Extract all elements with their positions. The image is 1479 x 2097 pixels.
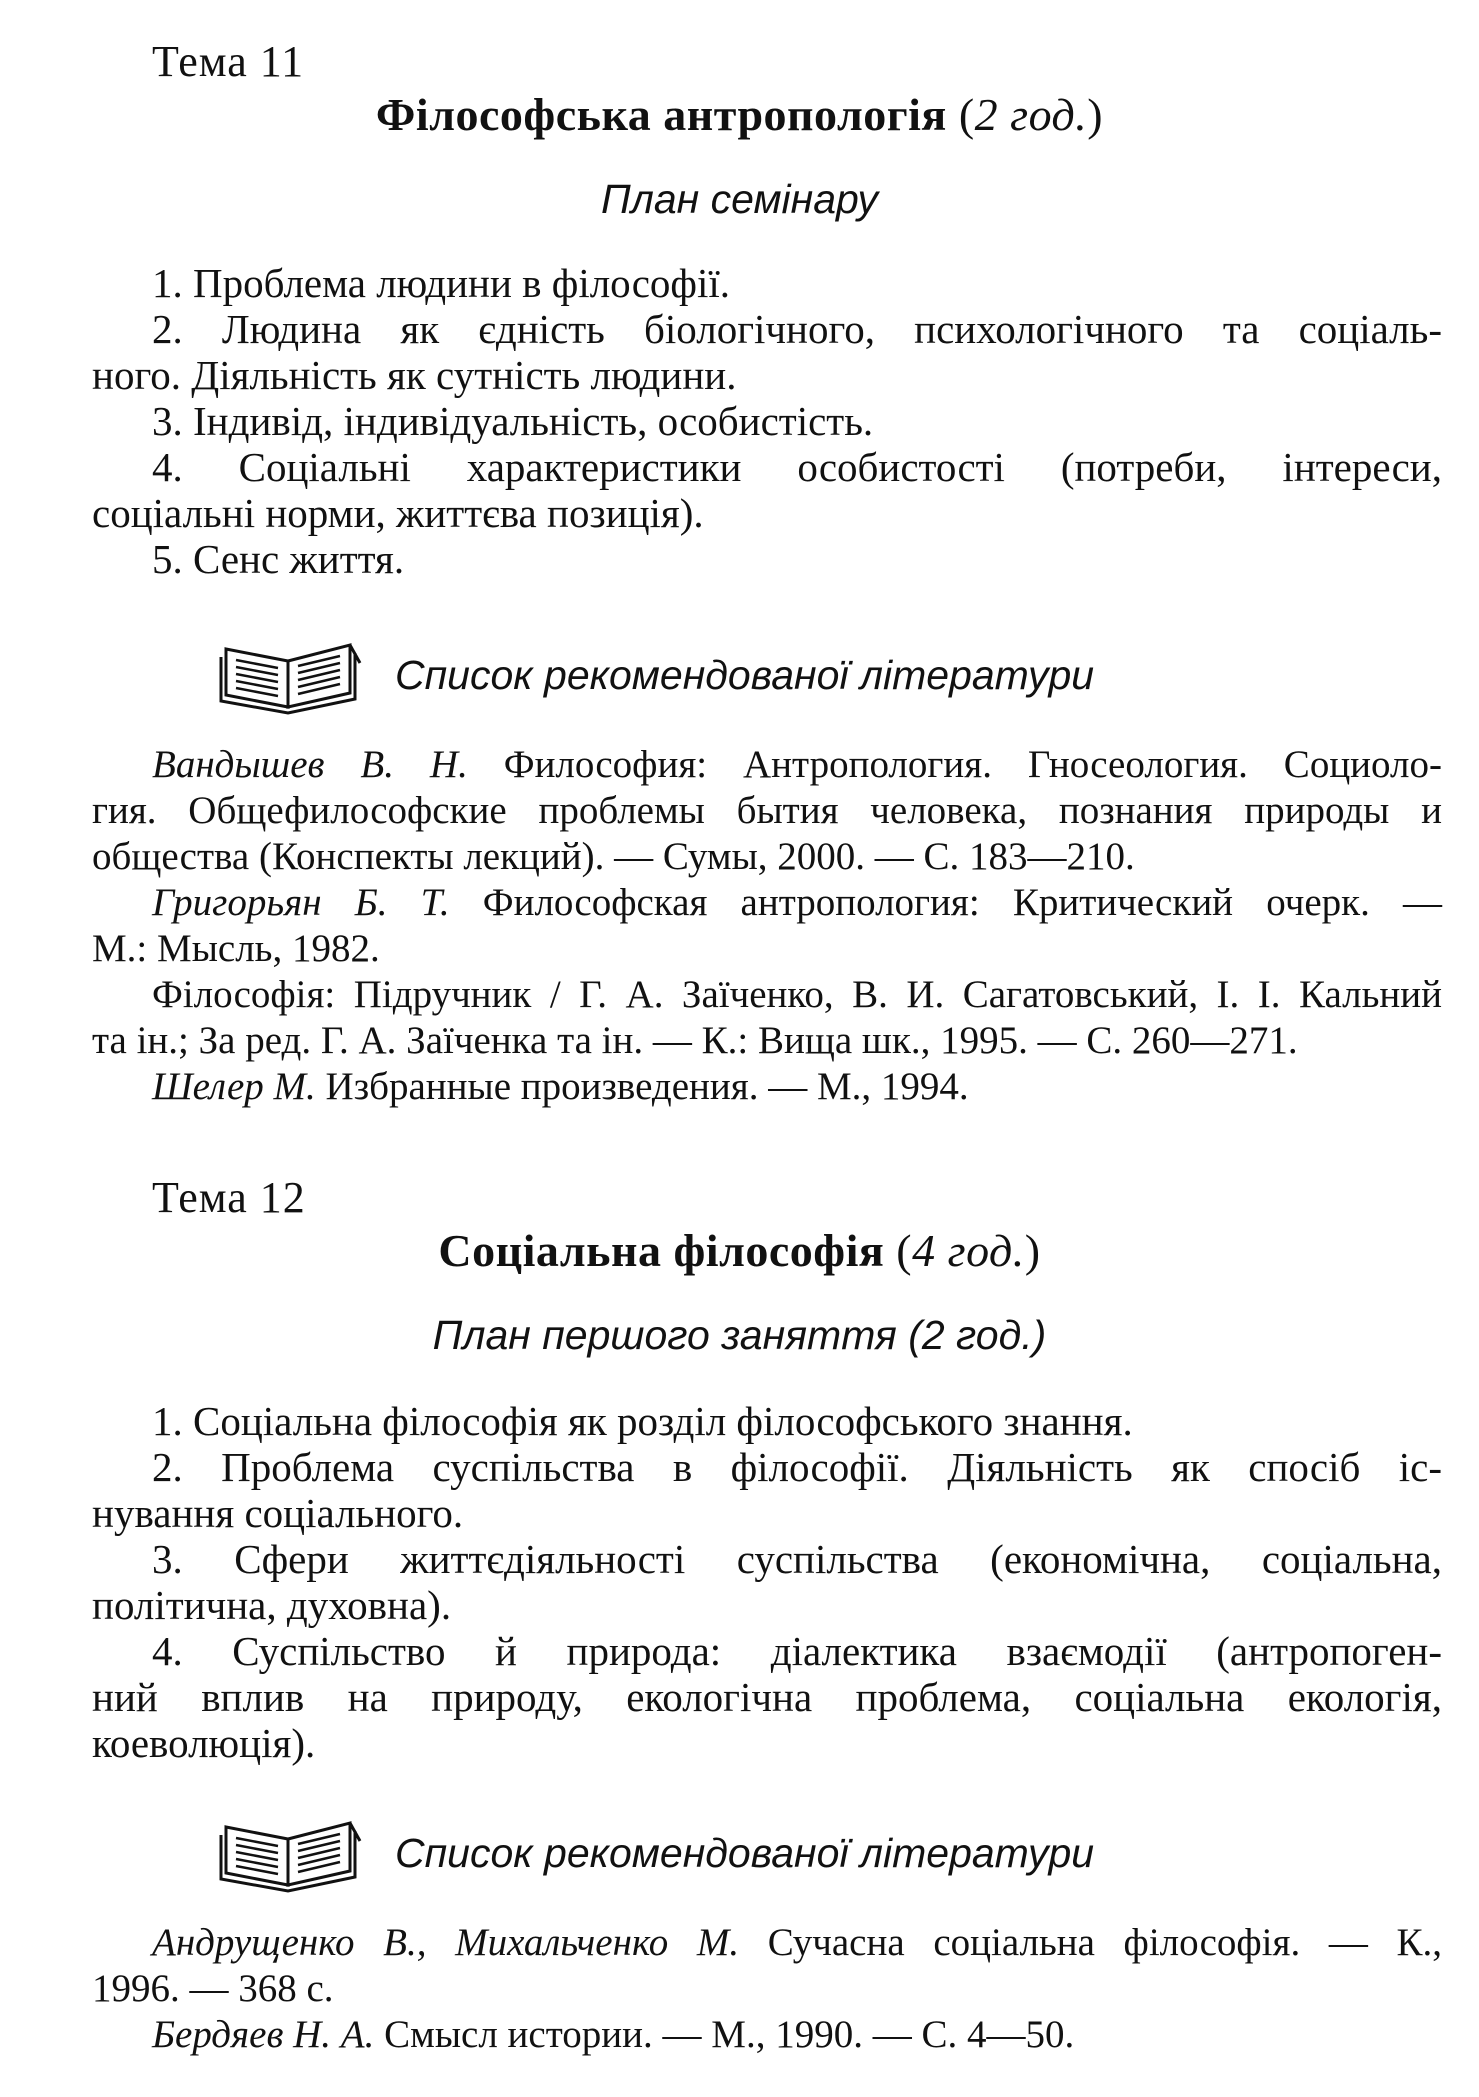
topic-12-literature-heading: Список рекомендованої літератури — [395, 1830, 1095, 1876]
reference-line: М.: Мысль, 1982. — [92, 927, 380, 970]
topic-12-title-line — [0, 1224, 1479, 1277]
plan-line: 3. Індивід, індивідуальність, особистість. — [152, 398, 874, 444]
plan-line: соціальні норми, життєва позиція). — [92, 490, 704, 536]
topic-12-title: Соціальна філософія — [438, 1225, 885, 1276]
plan-line: 2. Проблема суспільства в філософії. Діяльність як спосіб іс- — [152, 1444, 1442, 1490]
reference-line: 1996. — 368 с. — [92, 1967, 334, 2010]
topic-11-plan-heading: План семінару — [601, 176, 878, 222]
plan-line: нування соціального. — [92, 1490, 464, 1536]
open-book-icon — [218, 635, 363, 715]
plan-line: політична, духовна). — [92, 1582, 452, 1628]
topic-12-plan-heading: План першого заняття (2 год.) — [432, 1312, 1047, 1358]
plan-line: ний вплив на природу, екологічна проблема, соціальна екологія, — [92, 1674, 1442, 1720]
topic-12-hours-open: ( — [896, 1225, 913, 1276]
topic-11-title-line — [0, 88, 1479, 141]
plan-line: 4. Суспільство й природа: діалектика взаємодії (антропоген- — [152, 1628, 1442, 1674]
reference-author: Бердяев Н. А. — [152, 2013, 375, 2056]
plan-line: 4. Соціальні характеристики особистості (потреби, інтереси, — [152, 444, 1442, 490]
reference-author: Андрущенко В., Михальченко М. — [152, 1921, 740, 1964]
reference-author: Вандышев В. Н. — [152, 743, 468, 786]
reference-line: гия. Общефилософские проблемы бытия человека, познания природы и — [92, 789, 1442, 832]
topic-11-label: Тема 11 — [152, 37, 305, 86]
topic-11-title: Філософська антропологія — [375, 89, 947, 140]
reference-line: Бердяев Н. А. Смысл истории. — М., 1990. — С. 4—50. — [152, 2013, 1075, 2056]
plan-line: 1. Соціальна філософія як розділ філософського знання. — [152, 1398, 1133, 1444]
reference-line: Андрущенко В., Михальченко М. Сучасна соціальна філософія. — К., — [152, 1921, 1442, 1964]
plan-line: 2. Людина як єдність біологічного, психологічного та соціаль- — [152, 306, 1442, 352]
topic-11-hours-close: ) — [1087, 89, 1104, 140]
topic-11-hours: 2 год. — [974, 89, 1088, 140]
topic-12-hours-close: ) — [1024, 1225, 1041, 1276]
plan-line: 1. Проблема людини в філософії. — [152, 260, 731, 306]
open-book-icon — [218, 1813, 363, 1893]
plan-line: ного. Діяльність як сутність людини. — [92, 352, 737, 398]
reference-line: Філософія: Підручник / Г. А. Заїченко, В. И. Сагатовський, І. І. Кальний — [152, 973, 1442, 1016]
plan-line: 3. Сфери життєдіяльності суспільства (економічна, соціальна, — [152, 1536, 1442, 1582]
reference-line: общества (Конспекты лекций). — Сумы, 2000. — С. 183—210. — [92, 835, 1135, 878]
reference-line: та ін.; За ред. Г. А. Заїченка та ін. — К.: Вища шк., 1995. — С. 260—271. — [92, 1019, 1298, 1062]
reference-line: Вандышев В. Н. Философия: Антропология. Гносеология. Социоло- — [152, 743, 1442, 786]
reference-line: Григорьян Б. Т. Философская антропология: Критический очерк. — — [152, 881, 1442, 924]
topic-11-literature-heading: Список рекомендованої літератури — [395, 652, 1095, 698]
plan-line: 5. Сенс життя. — [152, 536, 405, 582]
topic-11-hours-open: ( — [958, 89, 975, 140]
reference-line: Шелер М. Избранные произведения. — М., 1994. — [152, 1065, 969, 1108]
topic-12-label: Тема 12 — [152, 1173, 306, 1222]
plan-line: коеволюція). — [92, 1720, 316, 1766]
topic-12-hours: 4 год. — [912, 1225, 1025, 1276]
reference-author: Шелер М. — [152, 1065, 316, 1108]
reference-author: Григорьян Б. Т. — [152, 881, 450, 924]
